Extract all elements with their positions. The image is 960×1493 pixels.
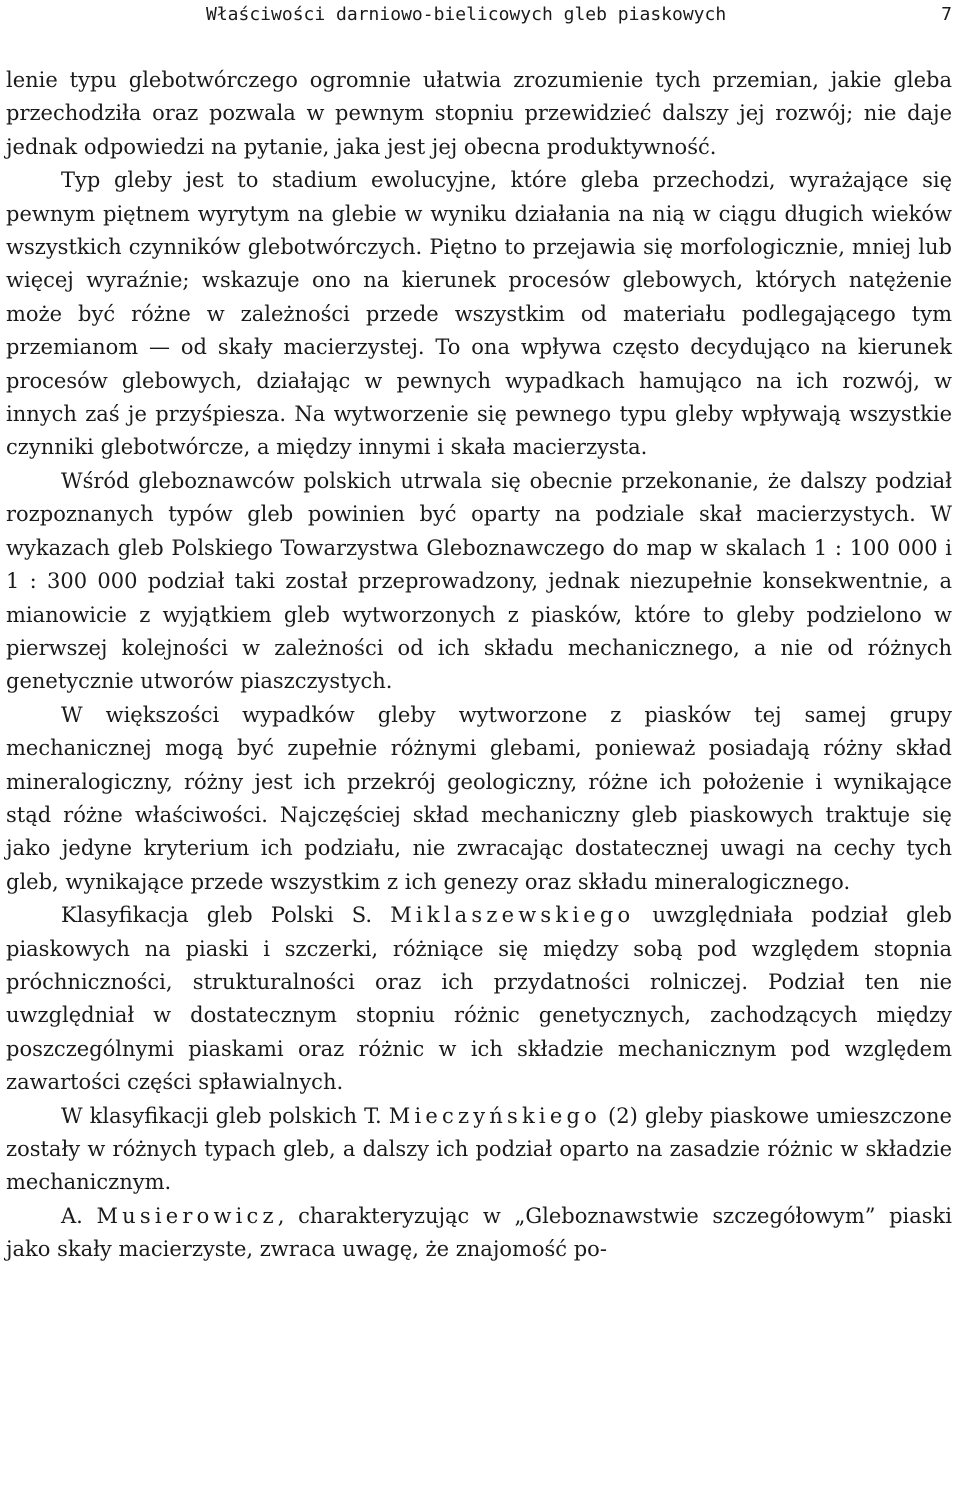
paragraph-continuation: lenie typu glebotwórczego ogromnie ułatwia zrozumienie tych przemian, jakie gleba przechodziła oraz pozwala w pewnym stopniu przewidzieć dalszy jej rozwój; nie daje jednak odpowiedzi na pytanie, jaka jest jej obecna produktywność. [6,68,952,159]
running-title: Właściwości darniowo-bielicowych gleb piaskowych [206,4,727,25]
running-header [6,0,952,32]
paragraph-musierowicz [6,1200,952,1267]
text-run: (2) gleby piaskowe umieszczone zostały w różnych typach gleb, a dalszy ich podział oparto na zasadzie różnic w składzie mechanicznym. [6,1103,952,1195]
text-run: W klasyfikacji gleb polskich T. [61,1103,389,1128]
author-name: Miklaszewskiego [390,903,635,928]
author-name: Musierowicz [96,1203,278,1228]
text-run: Klasyfikacja gleb Polski S. [61,903,391,928]
paragraph-majority-cases: W większości wypadków gleby wytworzone z piasków tej samej grupy mechanicznej mogą być zupełnie różnymi glebami, ponieważ posiadają różny skład mineralogiczny, różny jest ich przekrój geologiczny, różne ich położenie i wynikające stąd różne właściwości. Najczęściej skład mechaniczny gleb piaskowych traktuje się jako jedyne kryterium ich podziału, nie zwracając dostatecznej uwagi na cechy tych gleb, wynikające przede wszystkim z ich genezy oraz składu mineralogicznego. [6,702,952,894]
paragraph-miklaszewski [6,899,952,1099]
text-run: A. [61,1203,97,1228]
paragraph-soil-scientists: Wśród gleboznawców polskich utrwala się obecnie przekonanie, że dalszy podział rozpoznanych typów gleb powinien być oparty na podziale skał macierzystych. W wykazach gleb Polskiego Towarzystwa Gleboznawczego do map w skalach 1 : 100 000 i 1 : 300 000 podział taki został przeprowadzony, jednak niezupełnie konsekwentnie, a mianowicie z wyjątkiem gleb wytworzonych z piasków, które to gleby podzielono w pierwszej kolejności w zależności od ich składu mechanicznego, a nie od różnych genetycznie utworów piaszczystych. [6,468,952,694]
page-number: 7 [941,4,952,25]
paragraph-mieczynski [6,1100,952,1200]
text-run: , charakteryzując w „Gleboznawstwie szczegółowym” piaski jako skały macierzyste, zwraca uwagę, że znajomość po- [6,1203,952,1262]
paragraph-soil-type: Typ gleby jest to stadium ewolucyjne, które gleba przechodzi, wyrażające się pewnym piętnem wyrytym na glebie w wyniku działania na nią w ciągu długich wieków wszystkich czynników glebotwórczych. Piętno to przejawia się morfologicznie, mniej lub więcej wyraźnie; wskazuje ono na kierunek procesów glebowych, których natężenie może być różne w zależności przede wszystkim od materiału podlegającego tym przemianom — od skały macierzystej. To ona wpływa często decydująco na kierunek procesów glebowych, działając w pewnych wypadkach hamująco na ich rozwój, w innych zaś je przyśpiesza. Na wytworzenie się pewnego typu gleby wpływają wszystkie czynniki glebotwórcze, a między innymi i skała macierzysta. [6,168,952,460]
text-run: uwzględniała podział gleb piaskowych na piaski i szczerki, różniące się między sobą pod względem stopnia próchniczności, strukturalności oraz ich przydatności rolniczej. Podział ten nie uwzględniał w dostatecznym stopniu różnic genetycznych, zachodzących między poszczególnymi piaskami oraz różnic w ich składzie mechanicznym pod względem zawartości części spławialnych. [6,903,952,1095]
author-name: Mieczyńskiego [388,1103,601,1128]
body-text [6,64,952,1267]
